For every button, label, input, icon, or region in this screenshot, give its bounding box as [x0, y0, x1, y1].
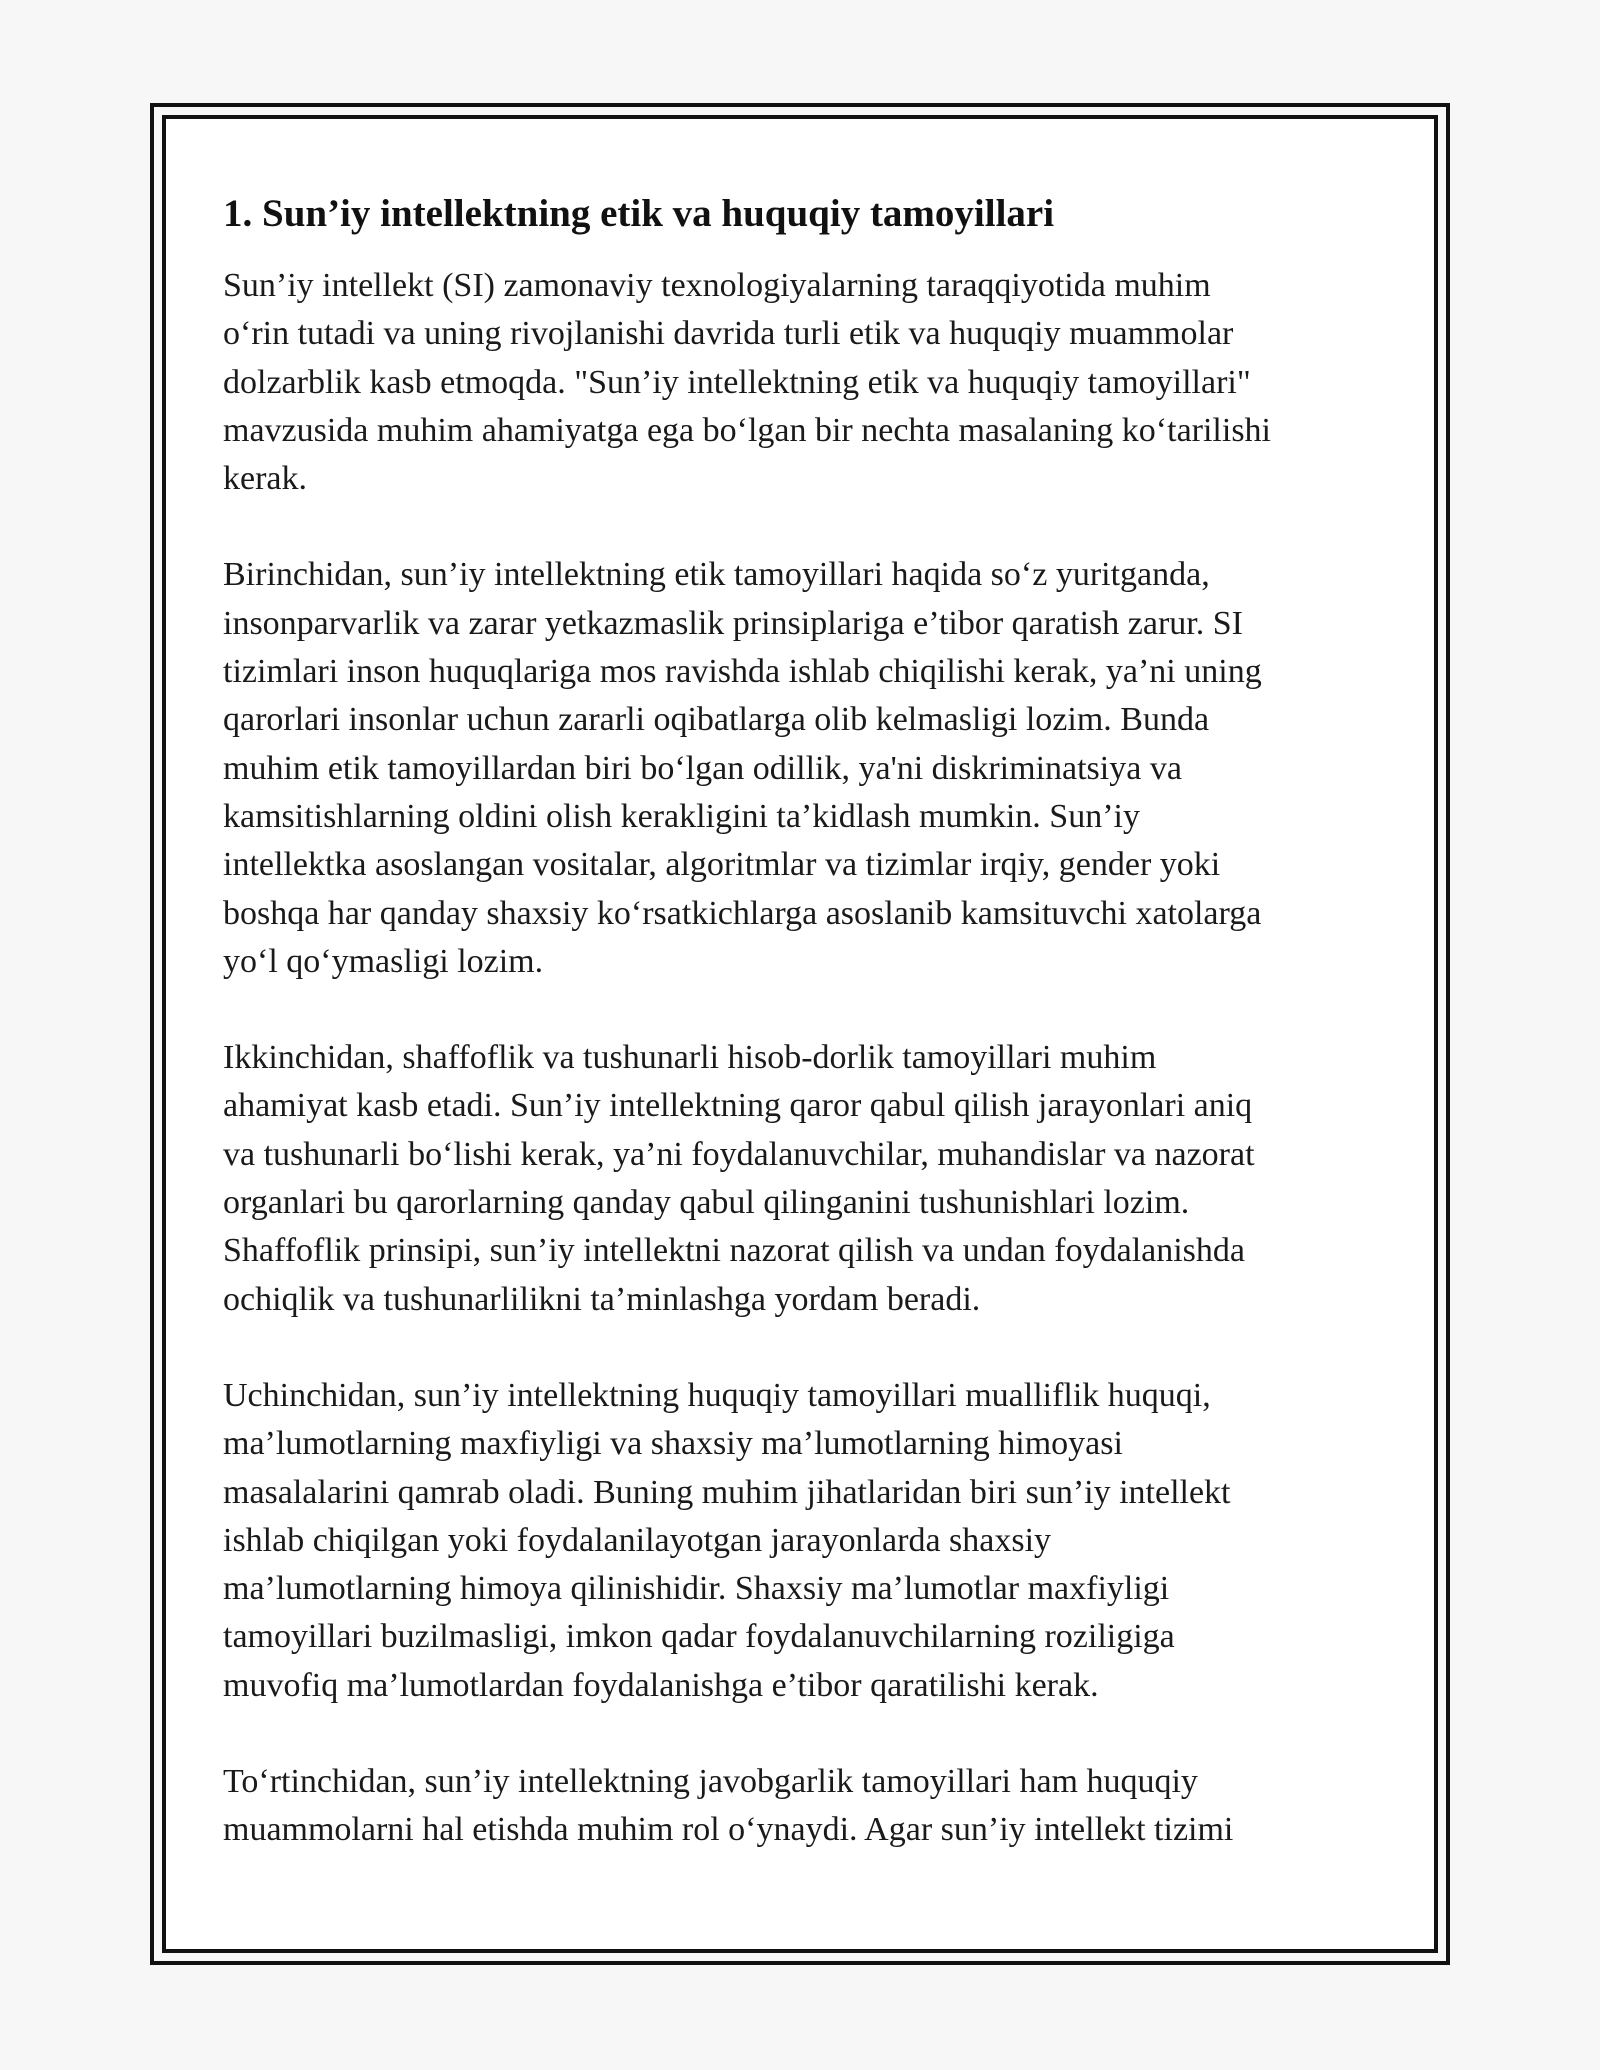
text-line: Shaffoflik prinsipi, sun’iy intellektni nazorat qilish va undan foydalanishda	[223, 1232, 1246, 1270]
text-line: tizimlari inson huquqlariga mos ravishda ishlab chiqilishi kerak, ya’ni uning	[223, 653, 1262, 691]
text-line: muvofiq ma’lumotlardan foydalanishga e’tibor qaratilishi kerak.	[223, 1666, 1099, 1704]
section-heading: 1. Sun’iy intellektning etik va huquqiy tamoyillari	[223, 192, 1055, 235]
text-line: qarorlari insonlar uchun zararli oqibatlarga olib kelmasligi lozim. Bunda	[223, 701, 1210, 739]
text-line: Uchinchidan, sun’iy intellektning huquqiy tamoyillari mualliflik huquqi,	[223, 1376, 1211, 1414]
text-line: intellektka asoslangan vositalar, algoritmlar va tizimlar irqiy, gender yoki	[223, 846, 1221, 884]
text-line: tamoyillari buzilmasligi, imkon qadar foydalanuvchilarning roziligiga	[223, 1618, 1175, 1656]
text-line: ishlab chiqilgan yoki foydalanilayotgan jarayonlarda shaxsiy	[223, 1521, 1052, 1559]
text-line: muhim etik tamoyillardan biri bo‘lgan odillik, ya'ni diskriminatsiya va	[223, 749, 1182, 787]
text-line: Sun’iy intellekt (SI) zamonaviy texnologiyalarning taraqqiyotida muhim	[223, 267, 1211, 304]
text-line: kamsitishlarning oldini olish kerakligini ta’kidlash mumkin. Sun’iy	[223, 797, 1140, 835]
text-line: dolzarblik kasb etmoqda. "Sun’iy intellektning etik va huquqiy tamoyillari"	[223, 363, 1251, 401]
text-line: ahamiyat kasb etadi. Sun’iy intellektning qaror qabul qilish jarayonlari aniq	[223, 1087, 1253, 1125]
text-line: kerak.	[223, 460, 308, 498]
paragraph-fourth	[223, 1758, 1373, 1855]
text-line: ma’lumotlarning maxfiyligi va shaxsiy ma’lumotlarning himoyasi	[223, 1425, 1123, 1463]
text-line: mavzusida muhim ahamiyatga ega bo‘lgan bir nechta masalaning ko‘tarilishi	[223, 411, 1272, 449]
text-line: yo‘l qo‘ymasligi lozim.	[223, 942, 544, 980]
text-line: masalalarini qamrab oladi. Buning muhim jihatlaridan biri sun’iy intellekt	[223, 1473, 1231, 1511]
document-body	[223, 190, 1373, 1903]
paragraph-second	[223, 1034, 1373, 1324]
text-line: boshqa har qanday shaxsiy ko‘rsatkichlarga asoslanib kamsituvchi xatolarga	[223, 894, 1262, 932]
text-line: insonparvarlik va zarar yetkazmaslik prinsiplariga e’tibor qaratish zarur. SI	[223, 604, 1243, 642]
text-line: va tushunarli bo‘lishi kerak, ya’ni foydalanuvchilar, muhandislar va nazorat	[223, 1135, 1255, 1173]
text-line: To‘rtinchidan, sun’iy intellektning javobgarlik tamoyillari ham huquqiy	[223, 1763, 1198, 1801]
text-line: muammolarni hal etishda muhim rol o‘ynaydi. Agar sun’iy intellekt tizimi	[223, 1811, 1234, 1849]
text-line: o‘rin tutadi va uning rivojlanishi davrida turli etik va huquqiy muammolar	[223, 315, 1234, 353]
paragraph-intro	[223, 262, 1373, 503]
paragraph-third	[223, 1372, 1373, 1710]
paragraph-first	[223, 551, 1373, 986]
text-line: ma’lumotlarning himoya qilinishidir. Shaxsiy ma’lumotlar maxfiyligi	[223, 1570, 1170, 1608]
text-line: Birinchidan, sun’iy intellektning etik tamoyillari haqida so‘z yuritganda,	[223, 556, 1210, 594]
text-line: ochiqlik va tushunarlilikni ta’minlashga yordam beradi.	[223, 1280, 981, 1318]
text-line: organlari bu qarorlarning qanday qabul qilinganini tushunishlari lozim.	[223, 1184, 1190, 1222]
text-line: Ikkinchidan, shaffoflik va tushunarli hisob-dorlik tamoyillari muhim	[223, 1039, 1157, 1077]
